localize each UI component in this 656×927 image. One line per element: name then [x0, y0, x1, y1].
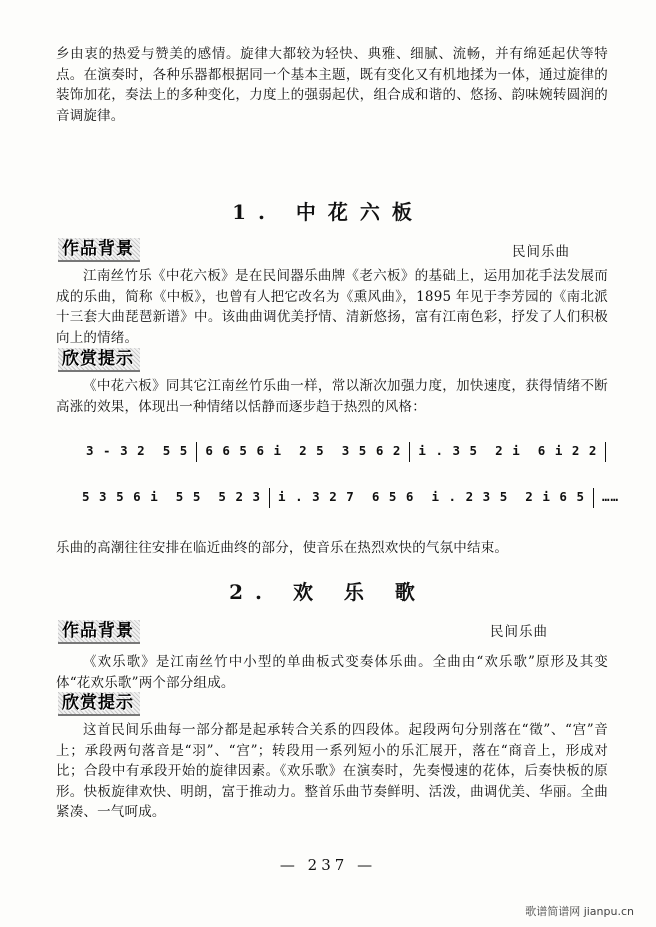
section2-background-text: 《欢乐歌》是江南丝竹中小型的单曲板式变奏体乐曲。全曲由“欢乐歌”原形及其变体“花欢乐歌”两个部分组成。: [56, 654, 608, 691]
section1-source: 民间乐曲: [512, 244, 570, 260]
notation-line-1: [86, 440, 606, 462]
barline: [593, 488, 594, 508]
section1-tips-label: 欣赏提示: [58, 348, 140, 372]
section2-tips-label: 欣赏提示: [58, 692, 140, 716]
section2-source: 民间乐曲: [490, 624, 548, 640]
watermark: 歌谱简谱网 jianpu.cn: [525, 905, 634, 918]
section1-tips-text: 《中花六板》同其它江南丝竹乐曲一样，常以渐次加强力度，加快速度，获得情绪不断高涨的效果，体现出一种情绪以恬静而逐步趋于热烈的风格：: [56, 378, 608, 415]
notation-2-continuation: ……: [601, 489, 620, 504]
section2-background-label: 作品背景: [58, 620, 140, 644]
section1-background-text: 江南丝竹乐《中花六板》是在民间器乐曲牌《老六板》的基础上，运用加花手法发展而成的乐曲，简称《中板》，也曾有人把它改名为《熏风曲》，1895 年见于李芳园的《南北派十三套大曲琵琶新谱》中。该曲曲调优美抒情、清新悠扬，富有江南色彩，抒发了人们积极向上的情绪。: [56, 268, 608, 346]
notation-2-bar-2: i . 3 2 7 6 5 6 i . 2 3 5 2 i 6 5: [278, 489, 585, 504]
section2-tips-text: 这首民间乐曲每一部分都是起承转合关系的四段体。起段两句分别落在“徵”、“宫”音上；承段两句落音是“羽”、“宫”；转段用一系列短小的乐汇展开，落在“商音上，形成对比；合段中有承段开始的旋律因素。《欢乐歌》在演奏时，先奏慢速的花体，后奏快板的原形。快板旋律欢快、明朗，富于推动力。整首乐曲节奏鲜明、活泼，曲调优美、华丽。全曲紧凑、一气呵成。: [56, 722, 608, 820]
section1-ending-text: 乐曲的高潮往往安排在临近曲终的部分，使音乐在热烈欢快的气氛中结束。: [56, 540, 509, 556]
barline: [409, 442, 410, 462]
notation-1-bar-2: 6 6 5 6 i 2 5 3 5 6 2: [205, 443, 402, 458]
section1-background-label: 作品背景: [58, 238, 140, 262]
page-number: — 237 —: [279, 856, 377, 874]
intro-paragraph: 乡由衷的热爱与赞美的感情。旋律大都较为轻快、典雅、细腻、流畅，并有绵延起伏等特点。在演奏时，各种乐器都根据同一个基本主题，既有变化又有机地揉为一体，通过旋律的装饰加花，奏法上的多种变化，力度上的强弱起伏，组合成和谐的、悠扬、韵味婉转圆润的音调旋律。: [56, 46, 608, 124]
notation-line-2: [82, 486, 620, 508]
barline: [605, 442, 606, 462]
section2-title: 2. 欢 乐 歌: [229, 580, 427, 604]
notation-1-bar-1: 3 - 3 2 5 5: [86, 443, 189, 458]
notation-1-bar-3: i . 3 5 2 i 6 i 2 2: [418, 443, 598, 458]
section1-title: 1. 中花六板: [232, 200, 424, 224]
notation-2-bar-1: 5 3 5 6 i 5 5 5 2 3: [82, 489, 262, 504]
barline: [196, 442, 197, 462]
barline: [269, 488, 270, 508]
